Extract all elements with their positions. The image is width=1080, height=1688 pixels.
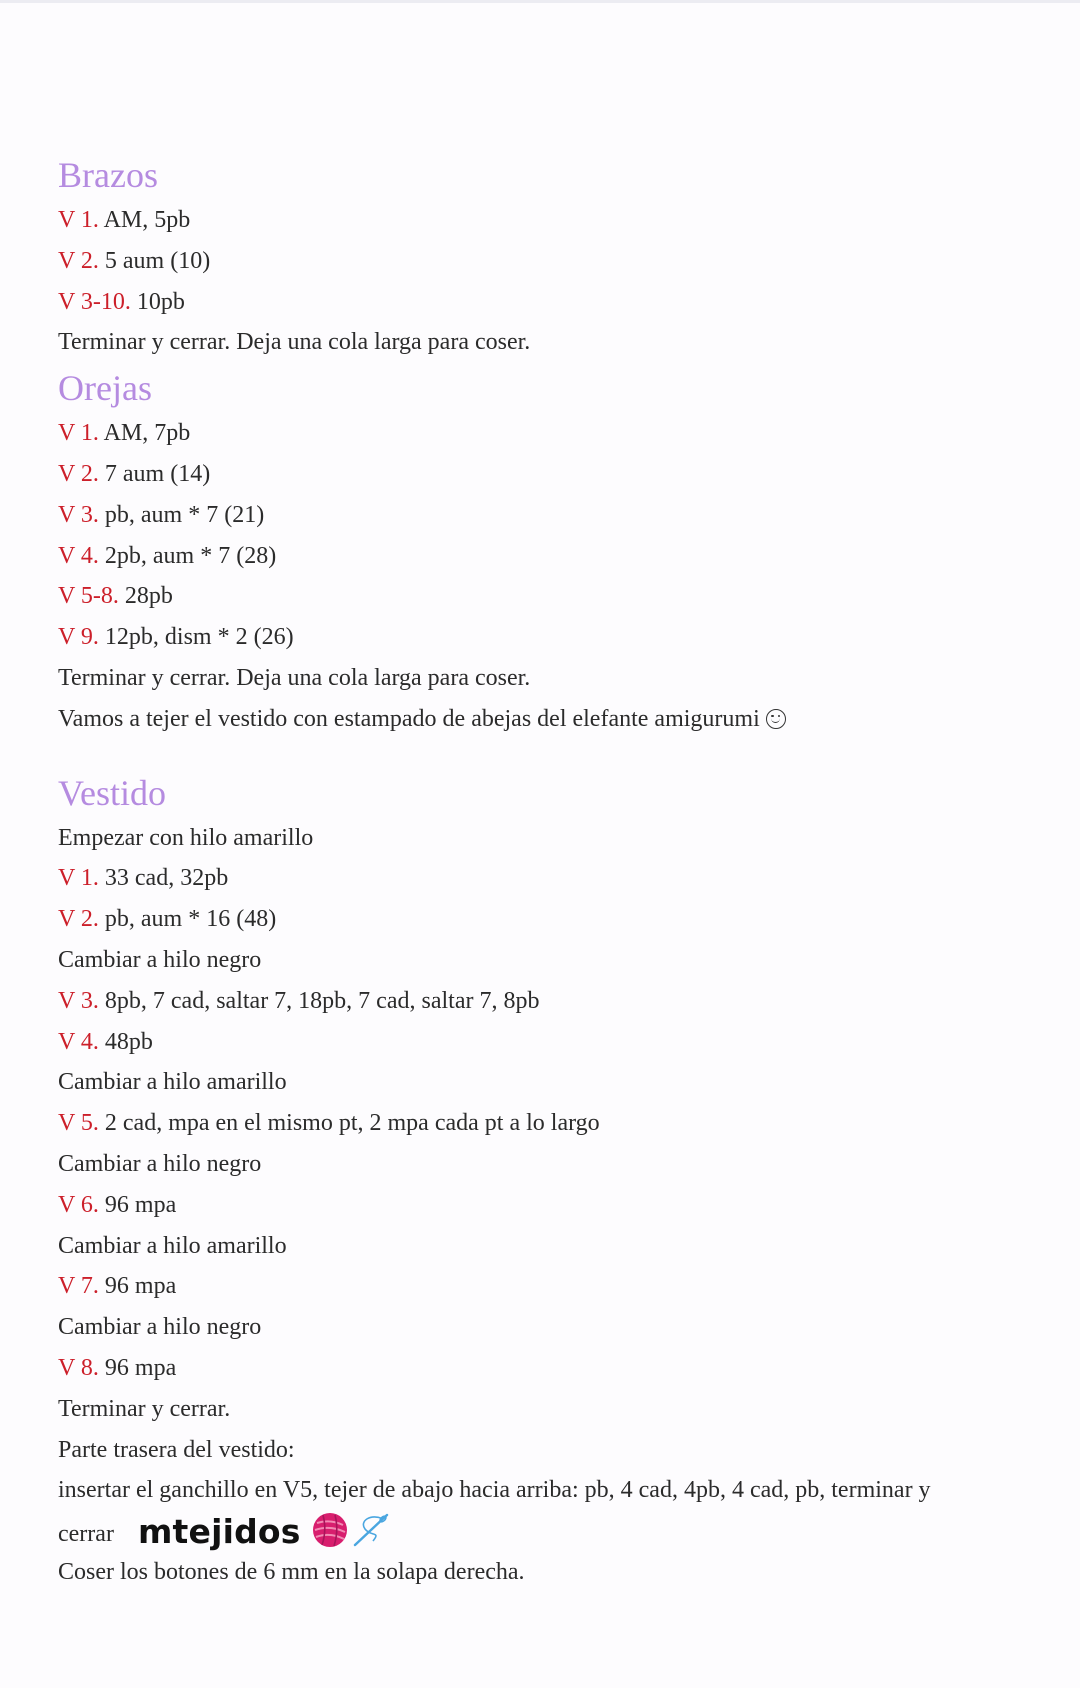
round-text: 96 mpa	[98, 1191, 177, 1218]
instruction-text: Terminar y cerrar. Deja una cola larga para coser.	[58, 329, 531, 356]
pattern-line	[58, 1430, 1058, 1471]
round-label: V 5-8.	[58, 583, 119, 610]
pattern-line	[58, 200, 1058, 241]
smiley-icon	[766, 709, 786, 729]
round-label: V 3.	[58, 987, 99, 1014]
instruction-text: Coser los botones de 6 mm en la solapa derecha.	[58, 1558, 525, 1585]
section-spacer	[58, 740, 1058, 768]
instruction-text: Cambiar a hilo negro	[58, 1150, 262, 1177]
pattern-line	[58, 1470, 1058, 1511]
pattern-line	[58, 1144, 1058, 1185]
instruction-text: Empezar con hilo amarillo	[58, 824, 314, 851]
pattern-line	[58, 899, 1058, 940]
round-text: pb, aum * 7 (21)	[98, 501, 265, 528]
pattern-document	[58, 150, 1058, 1593]
pattern-line	[58, 576, 1058, 617]
instruction-text: Parte trasera del vestido:	[58, 1436, 295, 1463]
section-title-brazos: Brazos	[58, 155, 158, 195]
instruction-text: Cambiar a hilo negro	[58, 946, 262, 973]
pattern-line	[58, 536, 1058, 577]
round-label: V 1.	[58, 865, 99, 892]
pattern-line	[58, 1389, 1058, 1430]
pattern-line	[58, 617, 1058, 658]
pattern-line	[58, 1185, 1058, 1226]
pattern-line	[58, 1307, 1058, 1348]
round-text: 10pb	[130, 288, 185, 315]
pattern-line	[58, 241, 1058, 282]
pattern-line	[58, 495, 1058, 536]
round-label: V 8.	[58, 1354, 99, 1381]
round-text: 33 cad, 32pb	[98, 865, 229, 892]
round-label: V 9.	[58, 624, 99, 651]
round-text: 7 aum (14)	[98, 460, 211, 487]
round-text: 5 aum (10)	[98, 247, 211, 274]
round-label: V 6.	[58, 1191, 99, 1218]
instruction-text: insertar el ganchillo en V5, tejer de abajo hacia arriba: pb, 4 cad, 4pb, 4 cad, pb, terminar y	[58, 1477, 931, 1504]
round-label: V 2.	[58, 906, 99, 933]
pattern-line	[58, 1062, 1058, 1103]
round-text: 48pb	[98, 1028, 153, 1055]
pattern-line	[58, 699, 1058, 740]
pattern-line	[58, 658, 1058, 699]
round-label: V 2.	[58, 247, 99, 274]
pattern-line	[58, 454, 1058, 495]
round-text: 12pb, dism * 2 (26)	[98, 624, 294, 651]
instruction-text: Terminar y cerrar. Deja una cola larga para coser.	[58, 664, 531, 691]
top-border	[0, 0, 1080, 3]
round-text: AM, 5pb	[98, 207, 191, 233]
pattern-line	[58, 282, 1058, 323]
instruction-text: Cambiar a hilo amarillo	[58, 1232, 287, 1259]
round-label: V 1.	[58, 420, 99, 447]
instruction-text: Cambiar a hilo amarillo	[58, 1069, 287, 1096]
round-label: V 4.	[58, 1028, 99, 1055]
pattern-line	[58, 1511, 1058, 1552]
round-label: V 7.	[58, 1273, 99, 1300]
pattern-line	[58, 1552, 1058, 1593]
pattern-line	[58, 1103, 1058, 1144]
instruction-text: cerrar	[58, 1521, 114, 1548]
round-label: V 4.	[58, 542, 99, 569]
pattern-line	[58, 1348, 1058, 1389]
watermark-logo: mtejidos	[137, 1512, 301, 1552]
pattern-line	[58, 981, 1058, 1022]
section-title-orejas: Orejas	[58, 368, 152, 409]
round-label: V 5.	[58, 1110, 99, 1137]
pattern-line	[58, 940, 1058, 981]
round-label: V 3.	[58, 501, 99, 528]
pattern-line	[58, 1226, 1058, 1267]
round-text: 96 mpa	[98, 1354, 177, 1381]
round-text: 8pb, 7 cad, saltar 7, 18pb, 7 cad, saltar 7, 8pb	[98, 987, 540, 1014]
pattern-line	[58, 1266, 1058, 1307]
instruction-text: Vamos a tejer el vestido con estampado de abejas del elefante amigurumi	[58, 705, 760, 732]
pattern-line	[58, 858, 1058, 899]
pattern-line	[58, 322, 1058, 363]
round-text: 96 mpa	[98, 1273, 177, 1300]
section-title-vestido: Vestido	[58, 772, 166, 813]
round-label: V 2.	[58, 460, 99, 487]
round-label: V 1.	[58, 207, 99, 233]
round-text: 2 cad, mpa en el mismo pt, 2 mpa cada pt a lo largo	[98, 1110, 600, 1137]
round-text: 28pb	[118, 583, 173, 610]
instruction-text: Terminar y cerrar.	[58, 1395, 231, 1422]
pattern-line	[58, 1022, 1058, 1063]
round-text: pb, aum * 16 (48)	[98, 906, 277, 933]
pattern-line	[58, 818, 1058, 859]
instruction-text: Cambiar a hilo negro	[58, 1314, 262, 1341]
round-text: AM, 7pb	[98, 420, 191, 447]
pattern-line	[58, 413, 1058, 454]
round-text: 2pb, aum * 7 (28)	[98, 542, 277, 569]
round-label: V 3-10.	[58, 288, 131, 315]
